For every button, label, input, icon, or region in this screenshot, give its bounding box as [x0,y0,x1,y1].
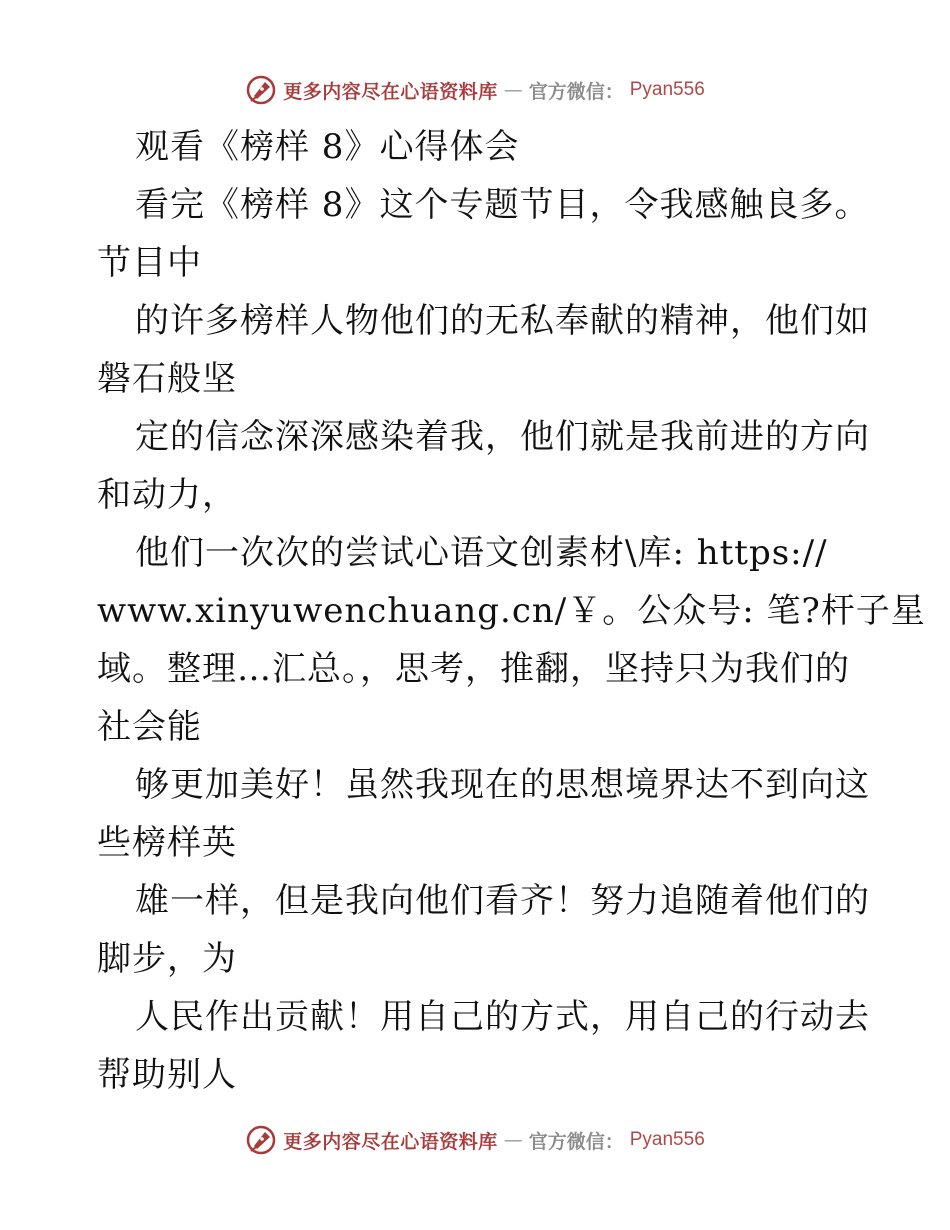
pen-nib-logo-icon [245,74,277,106]
document-line: 社会能 [97,707,202,747]
document-body [97,118,926,1104]
document-line: 和动力， [97,475,237,515]
watermark-main-text: 更多内容尽在心语资料库 [283,1130,498,1153]
pen-nib-logo-icon [245,1124,277,1156]
watermark-sub-text: 官方微信： [528,80,624,103]
document-line: 雄一样，但是我向他们看齐！努力追随着他们的 [135,881,870,921]
watermark-id-text: Pyan556 [629,1129,705,1150]
watermark-id-text: Pyan556 [629,79,705,100]
document-line: 够更加美好！虽然我现在的思想境界达不到向这 [135,765,870,805]
watermark-main-text: 更多内容尽在心语资料库 [283,80,498,103]
document-line: 观看《榜样 8》心得体会 [135,127,520,167]
document-line: 的许多榜样人物他们的无私奉献的精神，他们如 [135,301,870,341]
document-line: 看完《榜样 8》这个专题节目，令我感触良多。 [135,185,870,225]
document-line: 定的信念深深感染着我，他们就是我前进的方向 [135,417,870,457]
watermark-separator: — [503,79,523,101]
watermark-sub-text: 官方微信： [528,1130,624,1153]
document-line: www.xinyuwenchuang.cn/￥。公众号: 笔?杆子星 [97,591,926,631]
document-line: 人民作出贡献！用自己的方式，用自己的行动去 [135,997,870,1037]
document-line: 磐石般坚 [97,359,237,399]
document-line: 节目中 [97,243,202,283]
document-line: 些榜样英 [97,823,237,863]
document-line: 他们一次次的尝试心语文创素材\库: https:// [135,533,828,573]
document-line: 域。整理…汇总。，思考，推翻，坚持只为我们的 [97,649,850,689]
document-line: 脚步，为 [97,939,237,979]
document-line: 帮助别人 [97,1055,237,1095]
watermark-separator: — [503,1129,523,1151]
header-watermark [0,70,950,110]
footer-watermark [0,1120,950,1160]
